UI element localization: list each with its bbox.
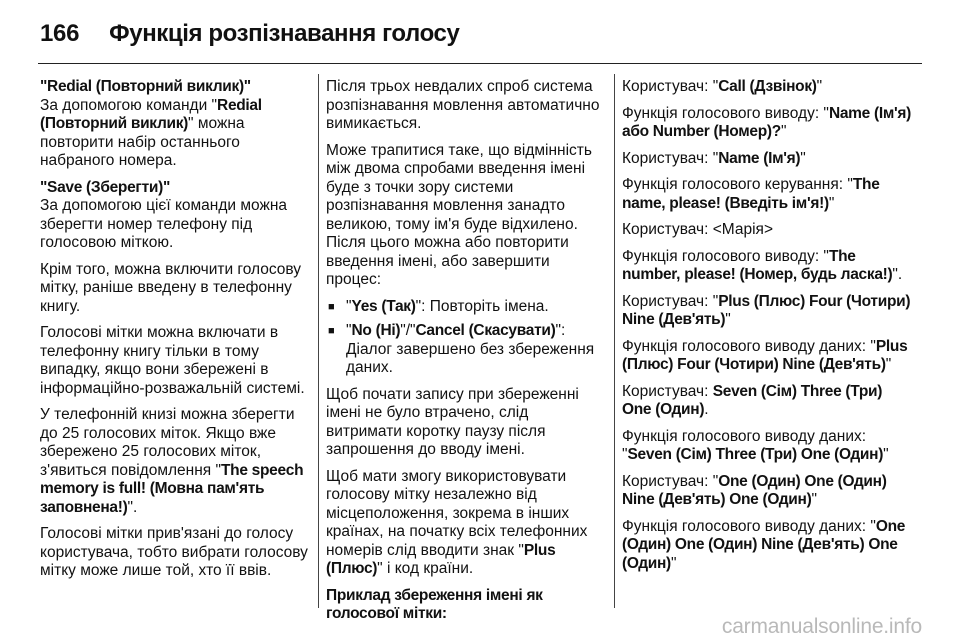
text: .: [704, 401, 709, 418]
text: Користувач: ": [622, 78, 719, 95]
text: ": [346, 322, 352, 339]
paragraph: Голосові мітки можна включати в телефонну книгу тільки в тому випадку, якщо вони збережені в інформаційно-розважальній системі.: [40, 324, 305, 397]
text: ".: [892, 266, 903, 283]
dialog-line: [622, 78, 912, 97]
command-yes: Yes (Так): [351, 297, 416, 315]
page-number: 166: [40, 20, 80, 47]
text: Функція голосового виводу даних: ": [622, 427, 867, 463]
section-heading-save: "Save (Зберегти)": [40, 178, 170, 196]
header-rule: [38, 63, 922, 64]
dialog-line: [622, 105, 912, 142]
text: Функція голосового керування: ": [622, 176, 853, 193]
dialog-line: [622, 473, 912, 510]
dialog-command: Name (Ім'я) або Number (Номер)?: [622, 104, 911, 140]
page-header: [40, 14, 459, 54]
text: У телефонній книзі можна зберегти до 25 голосових міток. Якщо вже збережено 25 голосових міток, з'явиться повідомлення ": [40, 406, 295, 479]
paragraph: Крім того, можна включити голосову мітку, раніше введену в телефонну книгу.: [40, 260, 302, 315]
paragraph-save: За допомогою цієї команди можна зберегти номер телефону під голосовою міткою.: [40, 197, 288, 251]
paragraph: Після трьох невдалих спроб система розпізнавання мовлення автоматично вимикається.: [326, 78, 600, 132]
dialog-command: Call (Дзвінок): [718, 78, 817, 95]
text: ": [800, 149, 806, 167]
message-memory-full: The speech memory is full! (Мовна пам'ять заповнена!): [40, 461, 304, 516]
dialog-command: The number, please! (Номер, будь ласка!): [622, 247, 893, 283]
paragraph-memory-full: [40, 406, 312, 517]
command-no: No (Ні): [351, 322, 401, 339]
dialog-line: [622, 293, 912, 330]
text: "/": [400, 322, 416, 339]
watermark: carmanualsonline.info: [721, 615, 922, 638]
text: Функція голосового виводу даних: ": [622, 517, 876, 535]
list-item: [326, 322, 608, 378]
column-divider-1: [318, 74, 319, 608]
command-plus: Plus (Плюс): [326, 541, 556, 577]
column-3: [622, 78, 912, 581]
dialog-line: [622, 383, 912, 420]
text: ": [883, 446, 889, 463]
dialog-command: Seven (Сім) Three (Три) One (Один): [627, 446, 884, 463]
text: Користувач:: [622, 382, 713, 400]
dialog-line: [622, 176, 912, 213]
bullet-list: [326, 298, 608, 378]
paragraph: Може трапитися таке, що відмінність між двома спробами введення імені буде з точки зору системи розпізнавання мовлення занадто великою, тому ім'я буде відхилено. Після цього можна або повторити введення імені, або завершити процес:: [326, 141, 592, 288]
text: Функція голосового виводу: ": [622, 247, 829, 265]
text: ": [811, 491, 817, 508]
text: Функція голосового виводу: ": [622, 104, 829, 122]
text: За допомогою команди ": [40, 96, 218, 114]
command-cancel: Cancel (Скасувати): [415, 322, 556, 339]
dialog-line: [622, 150, 912, 169]
text: ": [885, 356, 892, 373]
dialog-line: [622, 428, 912, 465]
text: ": [670, 554, 677, 572]
dialog-command: Plus (Плюс) Four (Чотири) Nine (Дев'ять): [622, 292, 911, 328]
column-1: [40, 78, 312, 589]
dialog-line: [622, 518, 912, 574]
dialog-command: Seven (Сім) Three (Три) One (Один): [622, 382, 883, 418]
text: ": [828, 194, 835, 212]
text: Щоб мати змогу використовувати голосову мітку незалежно від місцеположення, зокрема в інших країнах, на початку всіх телефонних номерів слід вводити знак ": [326, 467, 588, 559]
column-divider-2: [614, 74, 615, 608]
dialog-line: [622, 338, 912, 375]
dialog-command: One (Один) One (Один) Nine (Дев'ять) One (Один): [622, 517, 906, 572]
text: Користувач: ": [622, 472, 719, 490]
column-2: [326, 78, 608, 632]
paragraph: [326, 468, 608, 579]
text: " і код країни.: [377, 560, 474, 577]
dialog-command: The name, please! (Введіть ім'я!): [622, 176, 880, 212]
text: ": [780, 123, 787, 140]
dialog-command: Name (Ім'я): [718, 149, 801, 167]
text: ": [346, 297, 352, 315]
text: ": Повторіть імена.: [415, 297, 549, 315]
text: Користувач: ": [622, 292, 719, 310]
example-heading: Приклад збереження імені як голосової мітки:: [326, 586, 543, 622]
list-item: [326, 298, 608, 317]
page-title: Функція розпізнавання голосу: [109, 20, 460, 47]
text: " можна повторити набір останнього набраного номера.: [40, 115, 245, 169]
paragraph-redial: [40, 97, 312, 171]
dialog-command: Plus (Плюс) Four (Чотири) Nine (Дев'ять): [622, 337, 908, 373]
dialog-line: Користувач: <Марія>: [622, 221, 773, 238]
dialog-line: [622, 248, 912, 285]
text: ": [725, 311, 731, 328]
command-redial: Redial (Повторний виклик): [40, 96, 262, 132]
text: Функція голосового виводу даних: ": [622, 337, 876, 355]
text: Користувач: ": [622, 149, 719, 167]
section-heading-redial: "Redial (Повторний виклик)": [40, 78, 251, 95]
dialog-command: One (Один) One (Один) Nine (Дев'ять) One (Один): [622, 472, 887, 508]
text: ": [816, 78, 823, 95]
paragraph: Щоб почати запису при збереженні імені не було втрачено, слід витримати коротку паузу після запрошення до вводу імені.: [326, 385, 579, 458]
text: ".: [127, 498, 138, 516]
text: ": Діалог завершено без збереження даних.: [346, 322, 595, 376]
paragraph: Голосові мітки прив'язані до голосу користувача, тобто вибрати голосову мітку може лише той, хто її ввів.: [40, 525, 308, 579]
